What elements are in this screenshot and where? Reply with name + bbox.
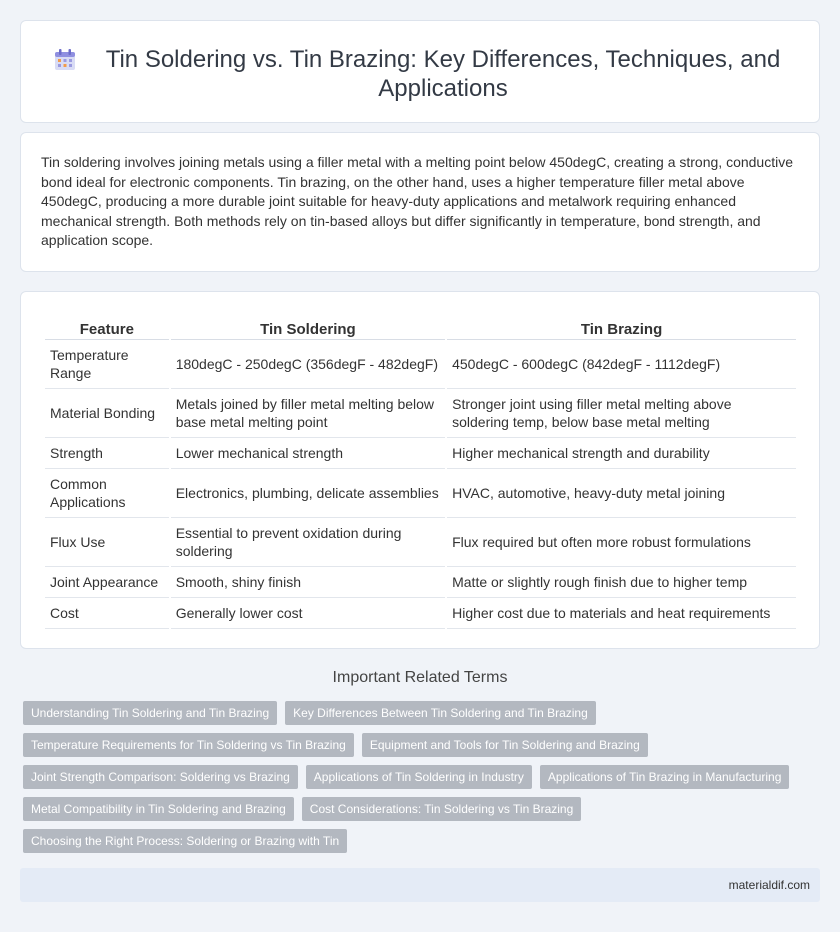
related-term-tag[interactable]: Choosing the Right Process: Soldering or Brazing with Tin (23, 829, 347, 853)
related-term-tag[interactable]: Metal Compatibility in Tin Soldering and Brazing (23, 797, 294, 821)
footer-site-link[interactable]: materialdif.com (728, 878, 810, 892)
table-row (45, 567, 796, 598)
related-terms-heading: Important Related Terms (332, 669, 508, 686)
soldering-cell: Lower mechanical strength (171, 438, 445, 469)
brazing-cell: 450degC - 600degC (842degF - 1112degF) (447, 340, 796, 389)
soldering-cell: Generally lower cost (171, 598, 445, 629)
table-row (45, 438, 796, 469)
comparison-table-card (20, 291, 820, 649)
soldering-cell: 180degC - 250degC (356degF - 482degF) (171, 340, 445, 389)
table-row (45, 389, 796, 438)
footer (20, 868, 820, 902)
related-term-tag[interactable]: Temperature Requirements for Tin Soldering vs Tin Brazing (23, 733, 354, 757)
header-feature: Feature (45, 316, 169, 340)
header-tin-soldering: Tin Soldering (171, 316, 445, 340)
table-row (45, 469, 796, 518)
brazing-cell: Higher cost due to materials and heat requirements (447, 598, 796, 629)
brazing-cell: Stronger joint using filler metal melting above soldering temp, below base metal melting (447, 389, 796, 438)
table-row (45, 518, 796, 567)
feature-cell: Common Applications (45, 469, 169, 518)
intro-paragraph: Tin soldering involves joining metals using a filler metal with a melting point below 450degC, creating a strong, conductive bond ideal for electronic components. Tin brazing, on the other hand, uses a higher temperature filler metal above 450degC, producing a more durable joint suitable for heavy-duty applications and metalwork requiring enhanced mechanical strength. Both methods rely on tin-based alloys but differ significantly in temperature, bond strength, and application scope. (41, 154, 793, 248)
soldering-cell: Essential to prevent oxidation during soldering (171, 518, 445, 567)
related-term-tag[interactable]: Applications of Tin Soldering in Industry (306, 765, 532, 789)
page-title: Tin Soldering vs. Tin Brazing: Key Differences, Techniques, and Applications (105, 46, 781, 102)
table-row (45, 598, 796, 629)
feature-cell: Temperature Range (45, 340, 169, 389)
related-term-tag[interactable]: Joint Strength Comparison: Soldering vs Brazing (23, 765, 298, 789)
soldering-cell: Metals joined by filler metal melting below base metal melting point (171, 389, 445, 438)
brazing-cell: Flux required but often more robust formulations (447, 518, 796, 567)
related-term-tag[interactable]: Cost Considerations: Tin Soldering vs Tin Brazing (302, 797, 581, 821)
feature-cell: Strength (45, 438, 169, 469)
related-term-tag[interactable]: Understanding Tin Soldering and Tin Brazing (23, 701, 277, 725)
related-term-tag[interactable]: Equipment and Tools for Tin Soldering and Brazing (362, 733, 648, 757)
comparison-table (43, 316, 798, 629)
soldering-cell: Electronics, plumbing, delicate assemblies (171, 469, 445, 518)
header-tin-brazing: Tin Brazing (447, 316, 796, 340)
feature-cell: Cost (45, 598, 169, 629)
related-term-tag[interactable]: Applications of Tin Brazing in Manufacturing (540, 765, 789, 789)
feature-cell: Flux Use (45, 518, 169, 567)
related-term-tag[interactable]: Key Differences Between Tin Soldering and Tin Brazing (285, 701, 596, 725)
intro-card (20, 132, 820, 272)
related-terms-list (23, 701, 813, 861)
feature-cell: Joint Appearance (45, 567, 169, 598)
brazing-cell: Matte or slightly rough finish due to higher temp (447, 567, 796, 598)
table-row (45, 340, 796, 389)
header-card (20, 20, 820, 123)
feature-cell: Material Bonding (45, 389, 169, 438)
calendar-icon (52, 47, 78, 73)
brazing-cell: HVAC, automotive, heavy-duty metal joining (447, 469, 796, 518)
soldering-cell: Smooth, shiny finish (171, 567, 445, 598)
table-header-row (45, 316, 796, 340)
brazing-cell: Higher mechanical strength and durability (447, 438, 796, 469)
